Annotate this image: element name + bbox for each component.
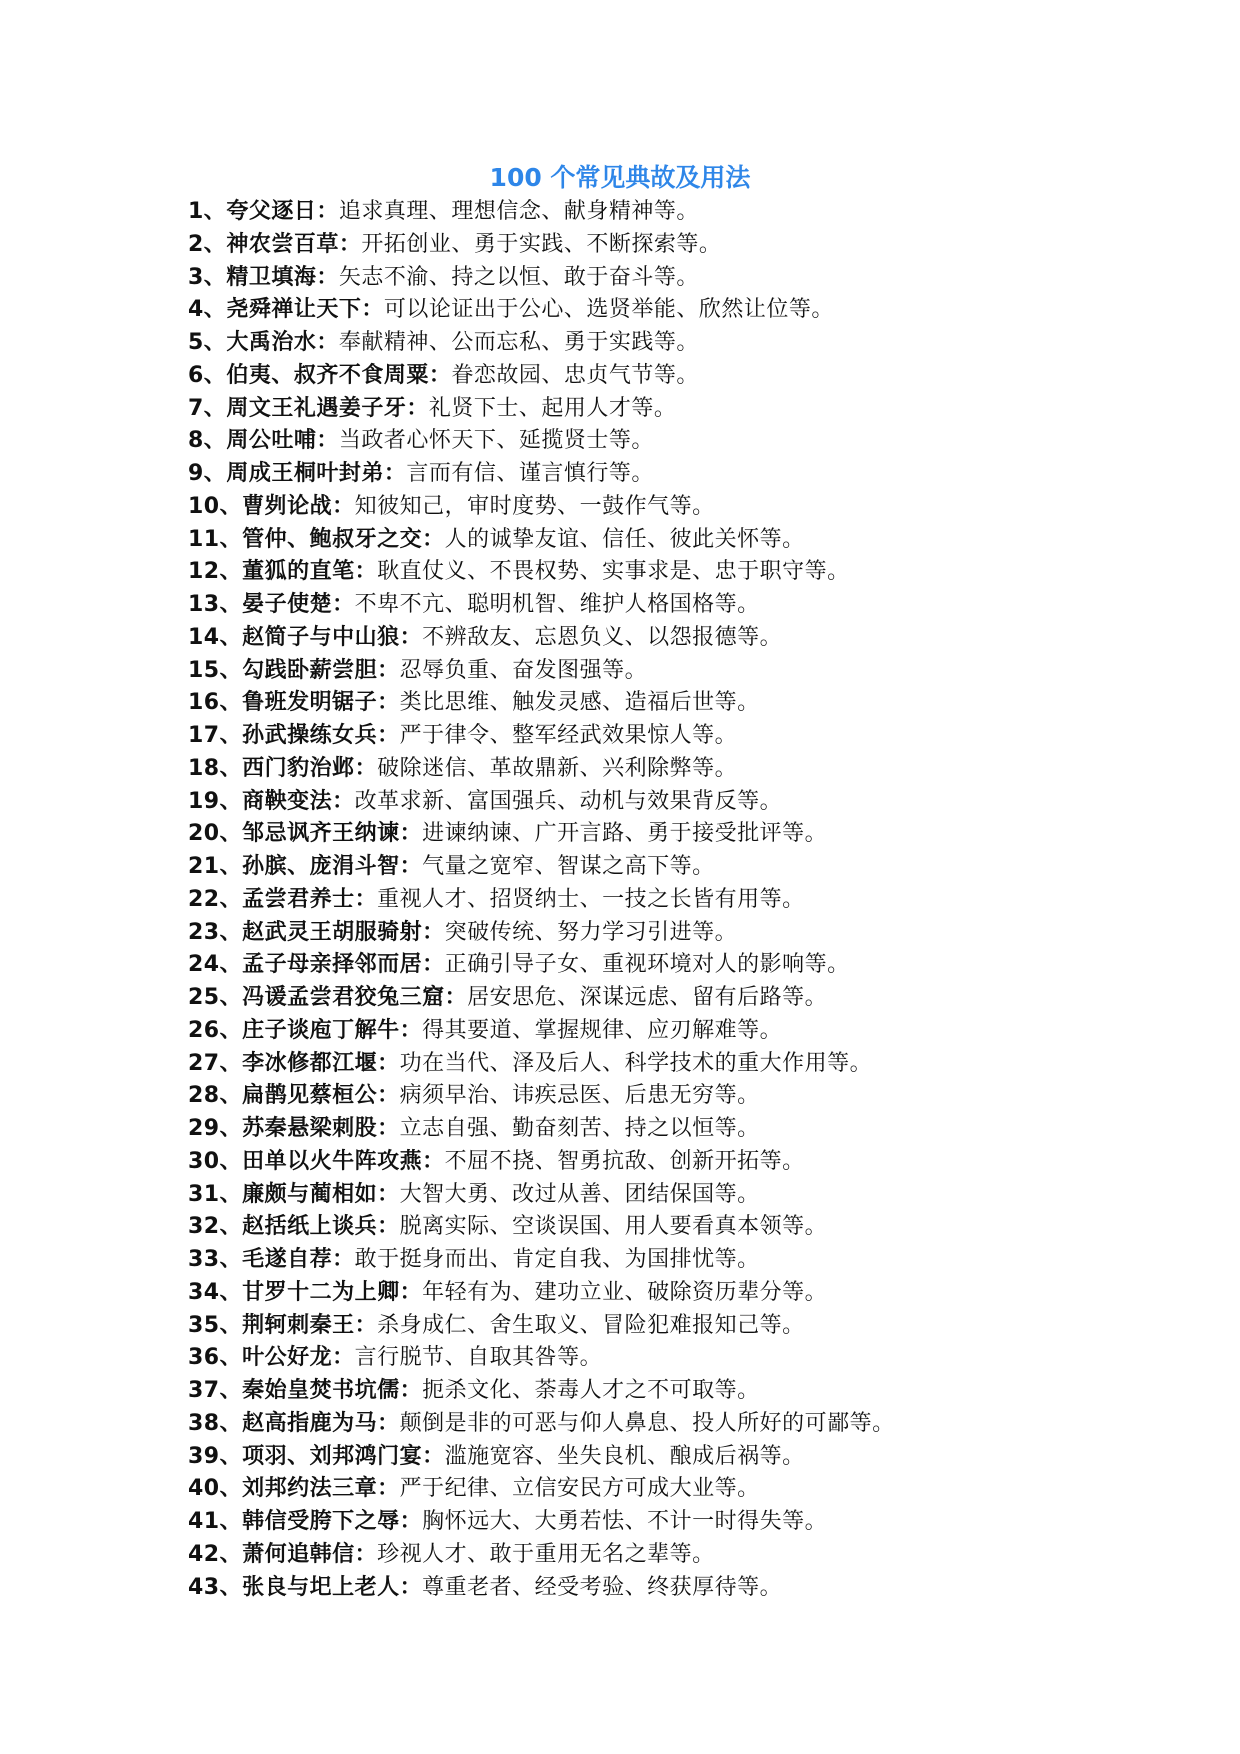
list-item	[188, 1113, 1188, 1146]
entry-number: 31、	[188, 1181, 243, 1207]
entry-number: 39、	[188, 1443, 243, 1469]
allusion-usage: 开拓创业、勇于实践、不断探索等。	[361, 231, 722, 257]
allusion-name: 苏秦悬梁刺股：	[242, 1116, 400, 1141]
entry-number: 21、	[188, 854, 243, 879]
allusion-name: 晏子使楚：	[242, 592, 355, 617]
allusion-usage: 奉献精神、公而忘私、勇于实践等。	[338, 330, 699, 355]
list-item	[188, 1310, 1188, 1343]
allusion-name: 项羽、刘邦鸿门宴：	[242, 1443, 445, 1469]
list-item	[188, 458, 1188, 491]
allusion-name: 李冰修都江堰：	[242, 1050, 400, 1076]
allusion-usage: 可以论证出于公心、选贤举能、欣然让位等。	[383, 297, 834, 323]
allusion-usage: 言而有信、谨言慎行等。	[406, 461, 654, 486]
entry-number: 18、	[188, 755, 243, 781]
allusion-usage: 不卑不亢、聪明机智、维护人格国格等。	[354, 592, 760, 617]
entry-number: 15、	[188, 657, 243, 683]
allusion-name: 冯谖孟尝君狡兔三窟：	[242, 985, 468, 1010]
entry-number: 22、	[188, 886, 243, 912]
allusion-name: 毛遂自荐：	[242, 1247, 355, 1272]
list-item	[188, 1179, 1188, 1212]
entry-number: 17、	[188, 723, 243, 748]
allusion-name: 甘罗十二为上卿：	[242, 1279, 423, 1305]
entry-number: 10、	[188, 493, 243, 519]
list-item	[188, 1342, 1188, 1375]
entry-number: 13、	[188, 592, 243, 617]
allusion-usage: 功在当代、泽及后人、科学技术的重大作用等。	[399, 1050, 873, 1076]
allusion-usage: 不辨敌友、忘恩负义、以怨报德等。	[422, 624, 783, 650]
allusion-name: 廉颇与蔺相如：	[242, 1181, 400, 1207]
allusion-usage: 颠倒是非的可恶与仰人鼻息、投人所好的可鄙等。	[399, 1410, 895, 1436]
entry-number: 37、	[188, 1378, 243, 1403]
list-item	[188, 1506, 1188, 1539]
allusion-name: 叶公好龙：	[242, 1345, 355, 1371]
allusion-usage: 人的诚挚友谊、信任、彼此关怀等。	[444, 526, 805, 552]
entry-number: 11、	[188, 526, 243, 552]
entry-number: 4、	[188, 297, 227, 323]
list-item	[188, 655, 1188, 688]
allusion-usage: 严于律令、整军经武效果惊人等。	[399, 723, 738, 748]
allusion-name: 周文王礼遇姜子牙：	[226, 395, 429, 421]
allusion-name: 周公吐哺：	[226, 428, 339, 454]
list-item	[188, 687, 1188, 720]
allusion-usage: 年轻有为、建功立业、破除资历辈分等。	[422, 1279, 828, 1305]
allusion-name: 赵简子与中山狼：	[242, 624, 423, 650]
list-item	[188, 1244, 1188, 1277]
list-item	[188, 818, 1188, 851]
allusion-name: 大禹治水：	[226, 330, 339, 355]
allusion-name: 赵武灵王胡服骑射：	[242, 919, 445, 945]
allusion-usage: 尊重老者、经受考验、终获厚待等。	[422, 1574, 783, 1600]
allusion-usage: 病须早治、讳疾忌医、后患无穷等。	[399, 1083, 760, 1109]
entry-number: 32、	[188, 1214, 243, 1240]
allusion-usage: 类比思维、触发灵感、造福后世等。	[399, 690, 760, 716]
allusion-usage: 正确引导子女、重视环境对人的影响等。	[444, 952, 850, 978]
list-item	[188, 1211, 1188, 1244]
entry-number: 35、	[188, 1312, 243, 1338]
allusion-usage: 矢志不渝、持之以恒、敢于奋斗等。	[338, 264, 699, 290]
allusion-usage: 立志自强、勤奋刻苦、持之以恒等。	[399, 1116, 760, 1141]
allusion-usage: 突破传统、努力学习引进等。	[444, 919, 738, 945]
list-item	[188, 1146, 1188, 1179]
list-item	[188, 1080, 1188, 1113]
entry-number: 3、	[188, 264, 227, 290]
list-item	[188, 1473, 1188, 1506]
allusion-name: 荆轲刺秦王：	[242, 1312, 378, 1338]
allusion-name: 西门豹治邺：	[242, 755, 378, 781]
entry-number: 9、	[188, 461, 227, 486]
allusion-name: 鲁班发明锯子：	[242, 690, 400, 716]
allusion-usage: 胸怀远大、大勇若怯、不计一时得失等。	[422, 1509, 828, 1534]
entry-number: 30、	[188, 1148, 243, 1174]
entry-number: 6、	[188, 362, 227, 388]
allusion-usage: 大智大勇、改过从善、团结保国等。	[399, 1181, 760, 1207]
allusion-name: 商鞅变法：	[242, 788, 355, 814]
allusion-usage: 耿直仗义、不畏权势、实事求是、忠于职守等。	[377, 559, 850, 585]
entry-number: 25、	[188, 985, 243, 1010]
allusion-name: 董狐的直笔：	[242, 559, 378, 585]
allusion-name: 精卫填海：	[226, 264, 339, 290]
list-item	[188, 229, 1188, 262]
entry-number: 40、	[188, 1476, 243, 1502]
allusion-usage: 言行脱节、自取其咎等。	[354, 1345, 603, 1371]
list-item	[188, 1572, 1188, 1605]
allusion-usage: 忍辱负重、奋发图强等。	[399, 657, 648, 683]
list-item	[188, 1441, 1188, 1474]
entry-number: 29、	[188, 1116, 243, 1141]
entry-number: 2、	[188, 231, 227, 257]
list-item	[188, 720, 1188, 753]
allusion-usage: 改革求新、富国强兵、动机与效果背反等。	[354, 788, 783, 814]
allusion-usage: 知彼知己，审时度势、一鼓作气等。	[354, 493, 715, 519]
allusion-name: 夸父逐日：	[226, 199, 339, 224]
allusion-name: 扁鹊见蔡桓公：	[242, 1083, 400, 1109]
allusion-usage: 杀身成仁、舍生取义、冒险犯难报知己等。	[377, 1312, 805, 1338]
allusion-name: 周成王桐叶封弟：	[226, 461, 407, 486]
list-item	[188, 360, 1188, 393]
list-item	[188, 1539, 1188, 1572]
allusion-usage: 珍视人才、敢于重用无名之辈等。	[377, 1541, 715, 1567]
list-item	[188, 1375, 1188, 1408]
entry-number: 38、	[188, 1410, 243, 1436]
list-item	[188, 884, 1188, 917]
list-item	[188, 556, 1188, 589]
list-item	[188, 589, 1188, 622]
list-item	[188, 1277, 1188, 1310]
list-item	[188, 491, 1188, 524]
list-item	[188, 753, 1188, 786]
allusion-name: 孙膑、庞涓斗智：	[242, 854, 423, 879]
entry-number: 27、	[188, 1050, 243, 1076]
allusion-name: 赵括纸上谈兵：	[242, 1214, 400, 1240]
allusion-usage: 气量之宽窄、智谋之高下等。	[422, 854, 715, 879]
allusion-name: 刘邦约法三章：	[242, 1476, 400, 1502]
list-item	[188, 524, 1188, 557]
entry-number: 16、	[188, 690, 243, 716]
entry-number: 36、	[188, 1345, 243, 1371]
allusion-usage: 得其要道、掌握规律、应刃解难等。	[422, 1017, 783, 1043]
allusion-name: 神农尝百草：	[226, 231, 362, 257]
allusion-usage: 不屈不挠、智勇抗敌、创新开拓等。	[444, 1148, 805, 1174]
entry-number: 12、	[188, 559, 243, 585]
entry-number: 7、	[188, 395, 227, 421]
entry-number: 28、	[188, 1083, 243, 1109]
entry-number: 34、	[188, 1279, 243, 1305]
entry-number: 5、	[188, 330, 227, 355]
allusion-usage: 重视人才、招贤纳士、一技之长皆有用等。	[377, 886, 805, 912]
list-item	[188, 622, 1188, 655]
entry-number: 26、	[188, 1017, 243, 1043]
allusion-name: 秦始皇焚书坑儒：	[242, 1378, 423, 1403]
allusion-usage: 追求真理、理想信念、献身精神等。	[338, 199, 699, 224]
allusion-name: 管仲、鲍叔牙之交：	[242, 526, 445, 552]
entry-number: 20、	[188, 821, 243, 847]
entry-number: 42、	[188, 1541, 243, 1567]
entry-number: 8、	[188, 428, 227, 454]
allusion-list	[188, 196, 1188, 1604]
allusion-name: 曹刿论战：	[242, 493, 355, 519]
entry-number: 23、	[188, 919, 243, 945]
list-item	[188, 393, 1188, 426]
list-item	[188, 1408, 1188, 1441]
list-item	[188, 786, 1188, 819]
allusion-usage: 破除迷信、革故鼎新、兴利除弊等。	[377, 755, 738, 781]
list-item	[188, 425, 1188, 458]
allusion-name: 萧何追韩信：	[242, 1541, 378, 1567]
allusion-usage: 礼贤下士、起用人才等。	[428, 395, 677, 421]
entry-number: 43、	[188, 1574, 243, 1600]
allusion-name: 田单以火牛阵攻燕：	[242, 1148, 445, 1174]
list-item	[188, 327, 1188, 360]
allusion-name: 孟尝君养士：	[242, 886, 378, 912]
allusion-name: 邹忌讽齐王纳谏：	[242, 821, 423, 847]
entry-number: 19、	[188, 788, 243, 814]
list-item	[188, 262, 1188, 295]
allusion-name: 尧舜禅让天下：	[226, 297, 384, 323]
list-item	[188, 851, 1188, 884]
allusion-name: 张良与圯上老人：	[242, 1574, 423, 1600]
allusion-name: 勾践卧薪尝胆：	[242, 657, 400, 683]
allusion-name: 韩信受胯下之辱：	[242, 1509, 423, 1534]
allusion-usage: 敢于挺身而出、肯定自我、为国排忧等。	[354, 1247, 760, 1272]
list-item	[188, 196, 1188, 229]
allusion-usage: 滥施宽容、坐失良机、酿成后祸等。	[444, 1443, 805, 1469]
page-title: 100 个常见典故及用法	[489, 163, 751, 192]
list-item	[188, 982, 1188, 1015]
entry-number: 24、	[188, 952, 243, 978]
allusion-name: 赵高指鹿为马：	[242, 1410, 400, 1436]
allusion-name: 孟子母亲择邻而居：	[242, 952, 445, 978]
entry-number: 41、	[188, 1509, 243, 1534]
allusion-usage: 居安思危、深谋远虑、留有后路等。	[467, 985, 828, 1010]
allusion-usage: 当政者心怀天下、延揽贤士等。	[338, 428, 654, 454]
allusion-name: 孙武操练女兵：	[242, 723, 400, 748]
allusion-usage: 扼杀文化、荼毒人才之不可取等。	[422, 1378, 760, 1403]
entry-number: 1、	[188, 199, 227, 224]
list-item	[188, 1048, 1188, 1081]
allusion-name: 庄子谈庖丁解牛：	[242, 1017, 423, 1043]
allusion-usage: 脱离实际、空谈误国、用人要看真本领等。	[399, 1214, 828, 1240]
entry-number: 33、	[188, 1247, 243, 1272]
list-item	[188, 294, 1188, 327]
list-item	[188, 949, 1188, 982]
allusion-name: 伯夷、叔齐不食周粟：	[226, 362, 452, 388]
allusion-usage: 眷恋故园、忠贞气节等。	[451, 362, 699, 388]
allusion-usage: 进谏纳谏、广开言路、勇于接受批评等。	[422, 821, 828, 847]
entry-number: 14、	[188, 624, 243, 650]
allusion-usage: 严于纪律、立信安民方可成大业等。	[399, 1476, 760, 1502]
list-item	[188, 1015, 1188, 1048]
list-item	[188, 917, 1188, 950]
